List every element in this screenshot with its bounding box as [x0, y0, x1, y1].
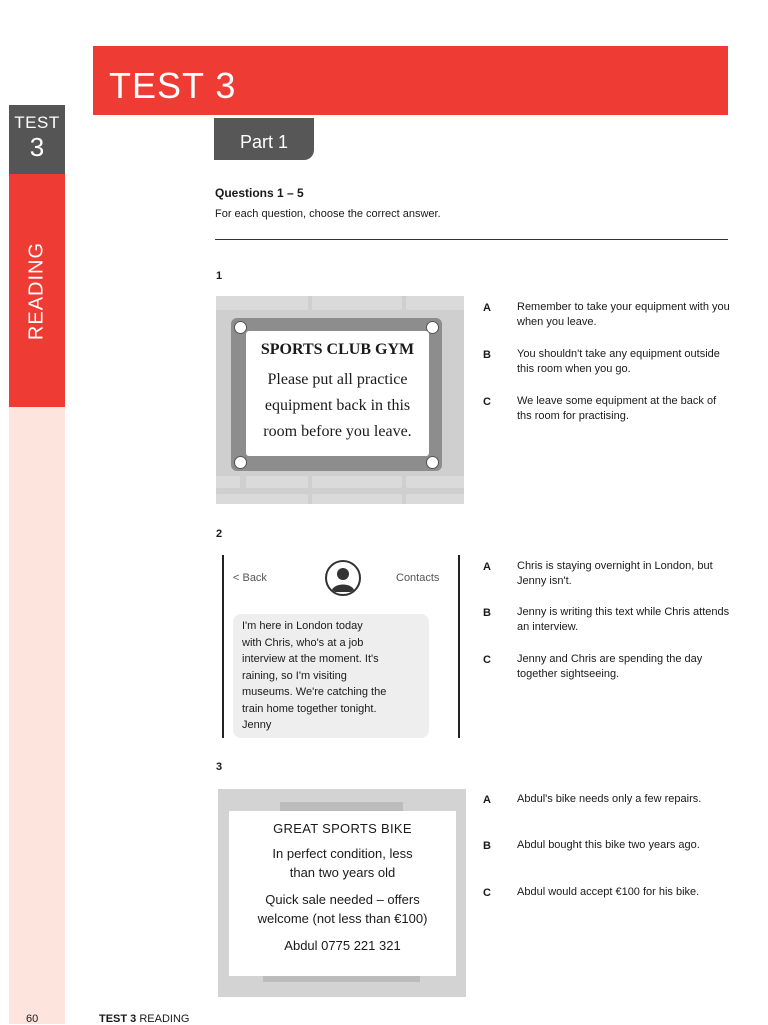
bike-advert-line: welcome (not less than €100)	[257, 911, 428, 926]
screw-icon	[426, 456, 439, 469]
screw-icon	[234, 321, 247, 334]
question-2-number: 2	[216, 528, 223, 540]
bike-advert-line: than two years old	[289, 865, 396, 880]
gym-sign-line: Please put all practice	[267, 371, 408, 388]
gym-sign	[246, 331, 429, 456]
q3-option-a-letter: A	[483, 794, 491, 806]
part-tab: Part 1	[214, 118, 314, 160]
avatar-icon	[325, 560, 361, 596]
message-line: I'm here in London today	[242, 620, 363, 632]
gym-sign-text	[246, 367, 429, 445]
divider	[215, 239, 728, 240]
question-3-number: 3	[216, 761, 223, 773]
message-text	[242, 618, 427, 734]
q3-option-c-text: Abdul would accept €100 for his bike.	[517, 886, 700, 898]
q1-option-c-letter: C	[483, 396, 491, 408]
bike-advert-title: GREAT SPORTS BIKE	[273, 821, 412, 836]
message-line: with Chris, who's at a job	[242, 636, 364, 649]
side-section-tab	[9, 174, 65, 407]
bike-advert	[229, 811, 456, 976]
header-banner	[93, 46, 728, 115]
gym-sign-title: SPORTS CLUB GYM	[260, 341, 415, 358]
q3-option-a-text: Abdul's bike needs only a few repairs.	[517, 793, 702, 805]
q2-option-a-letter: A	[483, 561, 491, 573]
gym-sign-line: equipment back in this	[264, 397, 411, 414]
phone-edge-left	[222, 555, 224, 738]
q2-option-b-text: Jenny is writing this text while Chris attends an interview.	[517, 606, 730, 633]
q3-option-c-letter: C	[483, 887, 491, 899]
q1-option-c-text: We leave some equipment at the back of ths room for practising.	[517, 395, 717, 422]
gym-sign-line: room before you leave.	[263, 423, 412, 440]
bike-advert-sale	[229, 890, 456, 928]
footer-section-label: READING	[139, 1013, 190, 1025]
footer-label	[99, 1013, 189, 1025]
screw-icon	[234, 456, 247, 469]
q1-option-a-letter: A	[483, 302, 491, 314]
message-signature: Jenny	[242, 719, 272, 731]
q2-option-a-text: Chris is staying overnight in London, but Jenny isn't.	[517, 560, 713, 587]
page-title: TEST 3	[109, 65, 237, 106]
q1-option-b-letter: B	[483, 349, 491, 361]
bike-advert-condition	[229, 844, 456, 882]
questions-heading: Questions 1 – 5	[215, 186, 304, 200]
bike-advert-line: In perfect condition, less	[272, 846, 413, 861]
message-line: train home together tonight.	[242, 702, 377, 715]
side-test-number: 3	[29, 132, 45, 162]
question-1-number: 1	[216, 270, 223, 282]
footer-test-label: TEST 3	[99, 1013, 137, 1025]
back-link: < Back	[233, 572, 267, 584]
contacts-link: Contacts	[396, 572, 440, 584]
message-line: raining, so I'm visiting	[242, 669, 347, 682]
side-section-label: READING	[25, 241, 48, 340]
q1-option-a-text: Remember to take your equipment with you when you leave.	[517, 301, 730, 328]
message-line: interview at the moment. It's	[242, 653, 379, 665]
bike-advert-line: Quick sale needed – offers	[265, 892, 420, 907]
q3-option-b-text: Abdul bought this bike two years ago.	[517, 839, 700, 851]
page-number: 60	[26, 1013, 39, 1025]
q1-option-b-text: You shouldn't take any equipment outside this room when you go.	[517, 348, 720, 375]
side-test-tab	[9, 105, 65, 174]
questions-instruction: For each question, choose the correct answer.	[215, 208, 441, 220]
q2-option-c-letter: C	[483, 654, 491, 666]
q3-option-b-letter: B	[483, 840, 491, 852]
q2-option-c-text: Jenny and Chris are spending the day together sightseeing.	[517, 653, 703, 680]
phone-edge-right	[458, 555, 460, 738]
bike-advert-contact: Abdul 0775 221 321	[284, 938, 401, 953]
side-test-label: TEST	[14, 113, 60, 132]
q2-option-b-letter: B	[483, 607, 491, 619]
message-line: museums. We're catching the	[242, 686, 387, 698]
